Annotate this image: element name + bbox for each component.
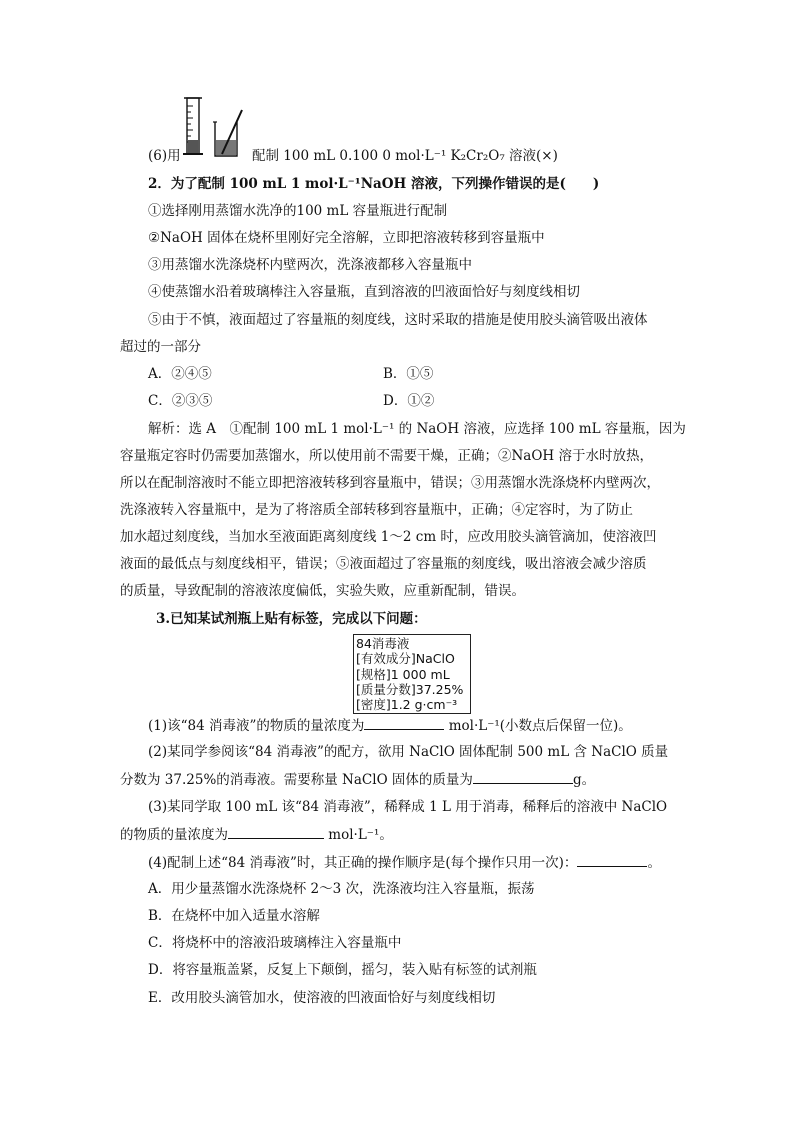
q2-step-3: ③用蒸馏水洗涤烧杯内壁两次，洗涤液都移入容量瓶中 xyxy=(148,257,472,273)
q6-prefix: (6)用 xyxy=(148,148,181,164)
q3-part-2-unit: g。 xyxy=(572,772,596,788)
q2-step-5-cont: 超过的一部分 xyxy=(120,339,201,355)
q3-part-4-end: 。 xyxy=(647,855,661,871)
q3-part-2-text: 分数为 37.25%的消毒液。需要称量 NaClO 固体的质量为 xyxy=(120,772,473,788)
q2-step-1: ①选择刚用蒸馏水洗净的100 mL 容量瓶进行配制 xyxy=(148,203,448,219)
reagent-label-density: [密度]1.2 g·cm⁻³ xyxy=(356,697,458,713)
q3-part-4 xyxy=(148,852,661,873)
q2-stem: 2．为了配制 100 mL 1 mol·L⁻¹NaOH 溶液，下列操作错误的是( ) xyxy=(148,176,600,192)
q3-op-d: D．将容量瓶盖紧，反复上下颠倒，摇匀，装入贴有标签的试剂瓶 xyxy=(148,962,537,978)
reagent-label xyxy=(353,634,471,714)
q3-part-2-line-1: (2)某同学参阅该“84 消毒液”的配方，欲用 NaClO 固体配制 500 mL 含 NaClO 质量 xyxy=(148,744,669,760)
q2-option-c: C．②③⑤ xyxy=(148,393,213,409)
q3-part-1-text: (1)该“84 消毒液”的物质的量浓度为 xyxy=(148,718,365,734)
reagent-label-mass-fraction: [质量分数]37.25% xyxy=(356,681,464,697)
q2-option-b: B．①⑤ xyxy=(383,366,434,382)
q2-step-2: ②NaOH 固体在烧杯里刚好完全溶解，立即把溶液转移到容量瓶中 xyxy=(148,230,545,246)
q3-part-3-text: 的物质的量浓度为 xyxy=(120,827,228,843)
answer-blank-2[interactable] xyxy=(473,769,573,784)
q3-part-3-line-1: (3)某同学取 100 mL 该“84 消毒液”，稀释成 1 L 用于消毒，稀释后的溶液中 NaClO xyxy=(148,799,668,815)
q3-op-c: C．将烧杯中的溶液沿玻璃棒注入容量瓶中 xyxy=(148,935,402,951)
q6-text: 配制 100 mL 0.100 0 mol·L⁻¹ K₂Cr₂O₇ 溶液(×) xyxy=(252,148,558,164)
q3-part-3-line-2 xyxy=(120,824,393,845)
q3-op-e: E．改用胶头滴管加水，使溶液的凹液面恰好与刻度线相切 xyxy=(148,990,496,1006)
graduated-cylinder-icon xyxy=(181,96,205,160)
q3-stem: 3.已知某试剂瓶上贴有标签，完成以下问题： xyxy=(156,611,427,627)
analysis-line-5: 加水超过刻度线，当加水至液面距离刻度线 1～2 cm 时，应改用胶头滴管滴加，使溶液凹 xyxy=(120,529,657,545)
reagent-label-component: [有效成分]NaClO xyxy=(356,651,455,667)
q3-op-b: B．在烧杯中加入适量水溶解 xyxy=(148,908,320,924)
answer-blank-1[interactable] xyxy=(364,715,444,730)
analysis-line-6: 液面的最低点与刻度线相平，错误；⑤液面超过了容量瓶的刻度线，吸出溶液会减少溶质 xyxy=(120,556,647,572)
analysis-line-3: 所以在配制溶液时不能立即把溶液转移到容量瓶中，错误；③用蒸馏水洗涤烧杯内壁两次， xyxy=(120,475,660,491)
answer-blank-4[interactable] xyxy=(577,852,647,867)
reagent-label-volume: [规格]1 000 mL xyxy=(356,666,450,682)
q3-part-1 xyxy=(148,715,632,736)
q2-option-d: D．①② xyxy=(383,393,435,409)
analysis-line-1: 解析：选 A ①配制 100 mL 1 mol·L⁻¹ 的 NaOH 溶液，应选择 100 mL 容量瓶，因为 xyxy=(148,421,686,437)
q3-part-1-unit: mol·L⁻¹(小数点后保留一位)。 xyxy=(448,718,632,734)
q3-op-a: A．用少量蒸馏水洗涤烧杯 2～3 次，洗涤液均注入容量瓶，振荡 xyxy=(148,881,535,897)
q2-step-5: ⑤由于不慎，液面超过了容量瓶的刻度线，这时采取的措施是使用胶头滴管吸出液体 xyxy=(148,312,648,328)
analysis-line-2: 容量瓶定容时仍需要加蒸馏水，所以使用前不需要干燥，正确；②NaOH 溶于水时放热， xyxy=(120,448,653,464)
q3-part-2-line-2 xyxy=(120,769,595,790)
q3-part-3-unit: mol·L⁻¹。 xyxy=(328,827,393,843)
q2-option-a: A．②④⑤ xyxy=(148,366,212,382)
answer-blank-3[interactable] xyxy=(228,824,324,839)
analysis-line-4: 洗涤液转入容量瓶中，是为了将溶质全部转移到容量瓶中，正确；④定容时，为了防止 xyxy=(120,502,633,518)
reagent-label-title: 84消毒液 xyxy=(356,636,410,651)
beaker-with-glass-rod-icon xyxy=(212,108,244,160)
q3-part-4-text: (4)配制上述“84 消毒液”时，其正确的操作顺序是(每个操作只用一次)： xyxy=(148,855,578,871)
analysis-line-7: 的质量，导致配制的溶液浓度偏低，实验失败，应重新配制，错误。 xyxy=(120,583,525,599)
q2-step-4: ④使蒸馏水沿着玻璃棒注入容量瓶，直到溶液的凹液面恰好与刻度线相切 xyxy=(148,284,580,300)
